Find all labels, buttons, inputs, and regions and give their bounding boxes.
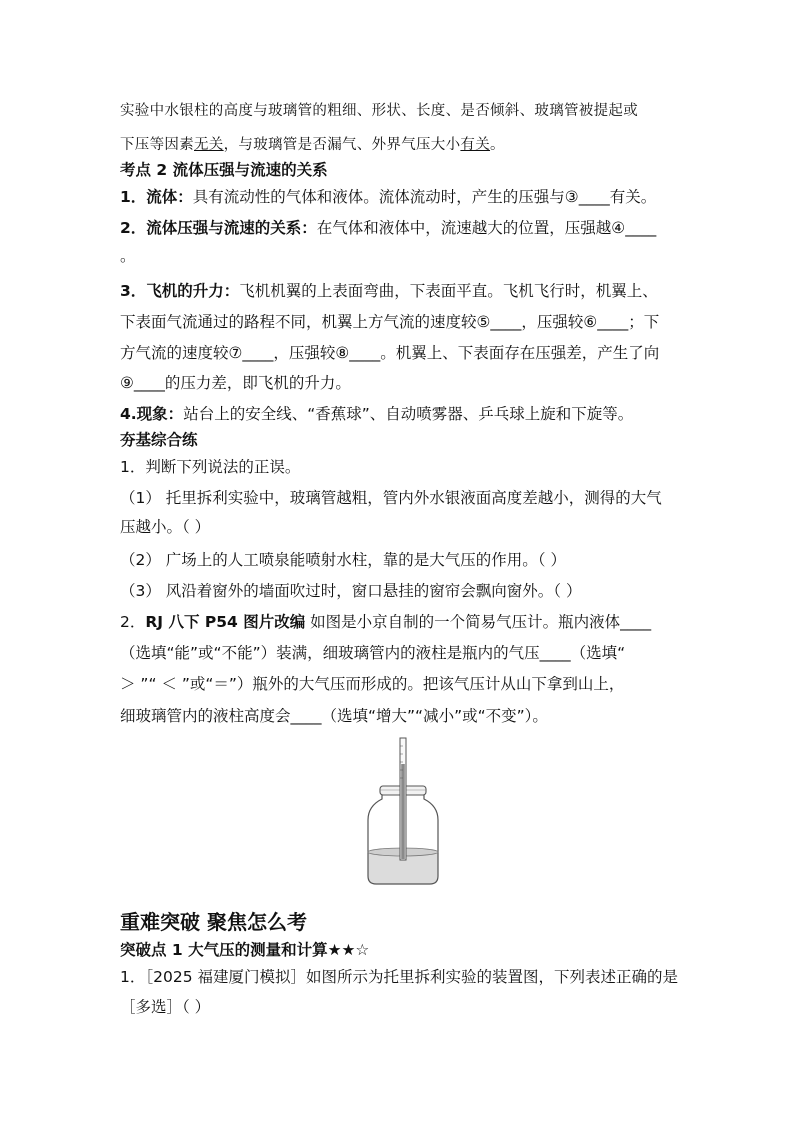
intro-text: 。 — [490, 137, 505, 153]
intro-line-2 — [120, 135, 680, 155]
kaodian2-item-2-tail: 。 — [120, 247, 136, 265]
kaodian2-item-3-line3: 方气流的速度较⑦____，压强较⑧____。机翼上、下表面存在压强差，产生了向 — [120, 344, 660, 362]
question-1: 1．判断下列说法的正误。 — [120, 458, 301, 476]
kaodian2-item-3 — [120, 281, 680, 301]
item-text: 具有流动性的气体和液体。流体流动时，产生的压强与③____有关。 — [192, 188, 657, 206]
item-label: 3．飞机的升力： — [120, 282, 240, 300]
question-1-3: （3） 风沿着窗外的墙面吹过时，窗口悬挂的窗帘会飘向窗外。（ ） — [120, 582, 582, 600]
intro-text: 下压等因素 — [120, 137, 194, 153]
intro-underlined-no: 无关 — [194, 137, 224, 153]
item-label: 1．流体： — [120, 188, 193, 206]
question-1-1-cont: 压越小。（ ） — [120, 518, 211, 536]
barometer-bottle-figure — [358, 736, 448, 892]
question-2-line2: （选填“能”或“不能”）装满，细玻璃管内的液柱是瓶内的气压____（选填“ — [120, 644, 626, 662]
breakthrough-question-1-cont: ［多选］（ ） — [120, 998, 211, 1016]
question-2-line4: 细玻璃管内的液柱高度会____（选填“增大”“减小”或“不变”）。 — [120, 707, 548, 725]
breakthrough-point-1-title: 突破点 1 大气压的测量和计算★★☆ — [120, 941, 370, 959]
kaodian2-item-3-line4: ⑨____的压力差，即飞机的升力。 — [120, 374, 351, 392]
item-label: 4.现象： — [120, 405, 184, 423]
kaodian2-item-1 — [120, 187, 680, 207]
section-title-practice: 夯基综合练 — [120, 431, 198, 449]
question-text: 如图是小京自制的一个简易气压计。瓶内液体____ — [305, 613, 652, 631]
kaodian2-item-3-line2: 下表面气流通过的路程不同，机翼上方气流的速度较⑤____，压强较⑥____；下 — [120, 313, 660, 331]
item-text: 飞机机翼的上表面弯曲，下表面平直。飞机飞行时，机翼上、 — [239, 282, 658, 300]
intro-line-1: 实验中水银柱的高度与玻璃管的粗细、形状、长度、是否倾斜、玻璃管被提起或 — [120, 103, 638, 119]
section-heading-breakthrough: 重难突破 聚焦怎么考 — [120, 910, 307, 934]
intro-underlined-yes: 有关 — [460, 137, 491, 153]
intro-text: ，与玻璃管是否漏气、外界气压大小 — [223, 137, 461, 153]
kaodian2-item-2 — [120, 218, 680, 238]
kaodian2-item-4 — [120, 404, 680, 424]
section-title-kaodian2: 考点 2 流体压强与流速的关系 — [120, 161, 328, 179]
question-1-2: （2） 广场上的人工喷泉能喷射水柱，靠的是大气压的作用。（ ） — [120, 551, 566, 569]
question-2 — [120, 612, 680, 632]
question-1-1: （1） 托里拆利实验中，玻璃管越粗，管内外水银液面高度差越小，测得的大气 — [120, 489, 662, 507]
question-number: 2． — [120, 613, 146, 631]
item-text: 站台上的安全线、“香蕉球”、自动喷雾器、乒乓球上旋和下旋等。 — [183, 405, 634, 423]
question-source: RJ 八下 P54 图片改编 — [145, 613, 306, 631]
item-label: 2．流体压强与流速的关系： — [120, 219, 317, 237]
item-text: 在气体和液体中，流速越大的位置，压强越④____ — [316, 219, 657, 237]
question-2-line3: ＞ ”“ ＜ ”或“＝”）瓶外的大气压而形成的。把该气压计从山下拿到山上， — [120, 675, 625, 693]
breakthrough-question-1: 1．［2025 福建厦门模拟］如图所示为托里拆利实验的装置图，下列表述正确的是 — [120, 968, 678, 986]
